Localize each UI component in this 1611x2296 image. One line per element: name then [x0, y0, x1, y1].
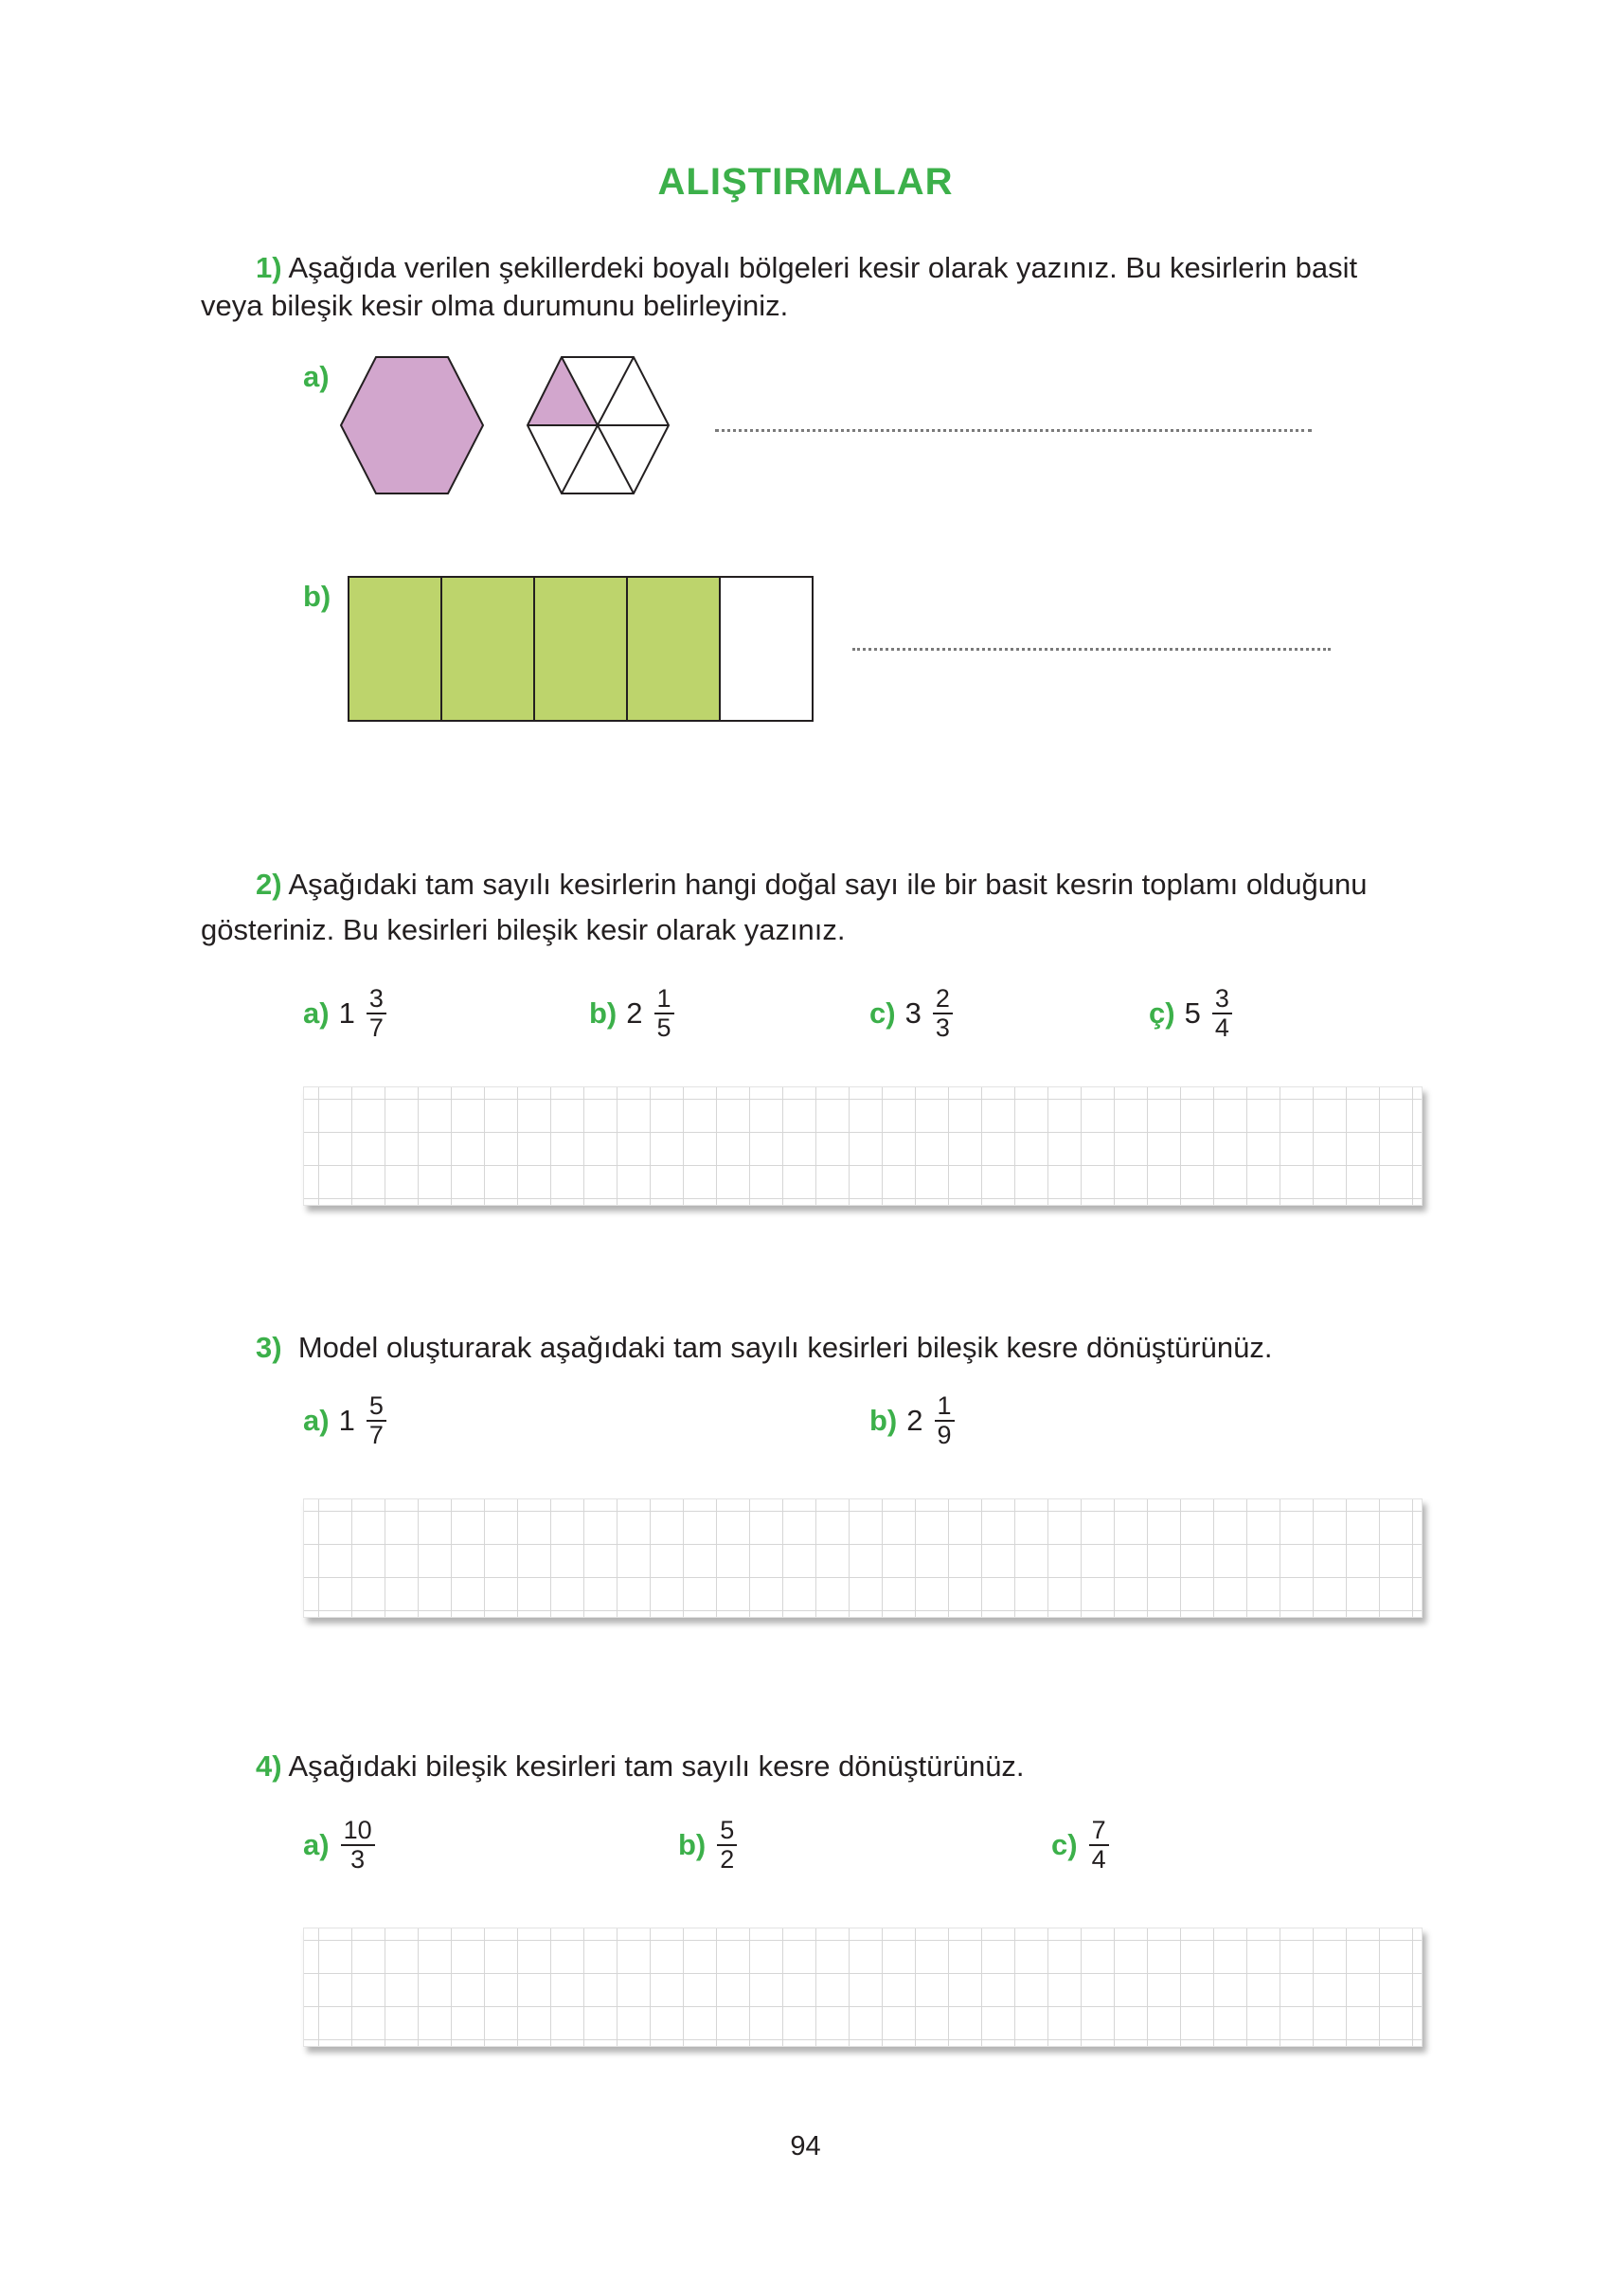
- q3-b-denominator: 9: [937, 1421, 952, 1449]
- q3-a-whole: 1: [338, 1404, 355, 1437]
- q4-a-denominator: 3: [350, 1845, 366, 1874]
- q3-item-b: [869, 1392, 955, 1449]
- question-1-text-line-1: Aşağıda verilen şekillerdeki boyalı bölgeleri kesir olarak yazınız. Bu kesirlerin basit: [288, 251, 1358, 284]
- question-4-number: 4): [256, 1749, 282, 1783]
- question-1-number: 1): [256, 251, 282, 284]
- q2-c-denominator: 3: [935, 1013, 950, 1042]
- q1-b-label: b): [303, 580, 331, 613]
- q3-b-label: b): [869, 1404, 898, 1437]
- q2-cc-numerator: 3: [1212, 985, 1232, 1014]
- q3-b-whole: 2: [906, 1404, 923, 1437]
- q3-a-numerator: 5: [367, 1392, 386, 1422]
- question-3-number: 3): [256, 1331, 282, 1364]
- q2-a-label: a): [303, 996, 330, 1030]
- q3-answer-grid[interactable]: [303, 1498, 1423, 1618]
- q3-b-numerator: 1: [935, 1392, 955, 1422]
- q2-c-numerator: 2: [933, 985, 953, 1014]
- q4-c-denominator: 4: [1091, 1845, 1106, 1874]
- q1-a-hexagons: [336, 352, 687, 499]
- q2-b-numerator: 1: [654, 985, 674, 1014]
- q3-b-fraction: [935, 1392, 955, 1449]
- q1-b-rectangle: [348, 576, 819, 724]
- q2-a-whole: 1: [338, 996, 355, 1030]
- question-1-line-1: [201, 249, 1470, 287]
- q3-a-denominator: 7: [368, 1421, 384, 1449]
- question-4-text-line: Aşağıdaki bileşik kesirleri tam sayılı kesre dönüştürünüz.: [288, 1749, 1025, 1783]
- q2-c-label: c): [869, 996, 896, 1030]
- q4-answer-grid[interactable]: [303, 1928, 1423, 2047]
- q2-b-whole: 2: [626, 996, 643, 1030]
- q3-item-a: [303, 1392, 386, 1449]
- q1-a-answer-line[interactable]: [715, 429, 1312, 432]
- question-2-line-1: [201, 862, 1470, 907]
- q4-b-fraction: [717, 1817, 737, 1874]
- q2-item-b: [589, 985, 674, 1042]
- q2-cc-whole: 5: [1184, 996, 1201, 1030]
- q4-b-denominator: 2: [720, 1845, 735, 1874]
- q2-c-fraction: [933, 985, 953, 1042]
- q4-b-numerator: 5: [717, 1817, 737, 1846]
- question-4-text: [256, 1748, 1487, 1785]
- question-3-text-line: Model oluşturarak aşağıdaki tam sayılı kesirleri bileşik kesre dönüştürünüz.: [297, 1331, 1273, 1364]
- q1-a-label: a): [303, 360, 330, 393]
- q2-item-c: [869, 985, 953, 1042]
- q4-a-numerator: 10: [341, 1817, 375, 1846]
- q2-item-cc: [1149, 985, 1232, 1042]
- q4-c-numerator: 7: [1089, 1817, 1109, 1846]
- q2-a-fraction: [367, 985, 386, 1042]
- q4-a-label: a): [303, 1828, 330, 1861]
- page-number: 94: [790, 2131, 821, 2161]
- q2-b-denominator: 5: [656, 1013, 671, 1042]
- q4-c-fraction: [1089, 1817, 1109, 1874]
- q4-c-label: c): [1051, 1828, 1078, 1861]
- shaded-triangle: [528, 357, 598, 425]
- q2-a-denominator: 7: [368, 1013, 384, 1042]
- q2-cc-denominator: 4: [1214, 1013, 1229, 1042]
- q3-a-label: a): [303, 1404, 330, 1437]
- q1-b-answer-line[interactable]: [852, 648, 1331, 651]
- question-2-line-2: gösteriniz. Bu kesirleri bileşik kesir olarak yazınız.: [201, 913, 846, 946]
- q2-a-numerator: 3: [367, 985, 386, 1014]
- page-title: ALIŞTIRMALAR: [657, 161, 954, 203]
- q2-c-whole: 3: [904, 996, 922, 1030]
- q4-item-a: [303, 1817, 375, 1874]
- q4-a-fraction: [341, 1817, 375, 1874]
- question-2-number: 2): [256, 868, 282, 901]
- question-2-text-line-1: Aşağıdaki tam sayılı kesirlerin hangi doğal sayı ile bir basit kesrin toplamı olduğunu: [288, 868, 1368, 901]
- question-2-text: [201, 862, 1470, 953]
- q2-item-a: [303, 985, 386, 1042]
- q2-cc-label: ç): [1149, 996, 1175, 1030]
- q4-b-label: b): [678, 1828, 707, 1861]
- q2-b-fraction: [654, 985, 674, 1042]
- divided-hexagon: [528, 357, 669, 493]
- q2-cc-fraction: [1212, 985, 1232, 1042]
- q3-a-fraction: [367, 1392, 386, 1449]
- question-3-text: [256, 1329, 1487, 1367]
- question-1-text: [201, 249, 1470, 325]
- question-1-line-2: veya bileşik kesir olma durumunu belirleyiniz.: [201, 289, 789, 322]
- q2-b-label: b): [589, 996, 618, 1030]
- shaded-hexagon: [341, 357, 483, 493]
- q4-item-c: [1051, 1817, 1109, 1874]
- q4-item-b: [678, 1817, 737, 1874]
- q2-answer-grid[interactable]: [303, 1086, 1423, 1206]
